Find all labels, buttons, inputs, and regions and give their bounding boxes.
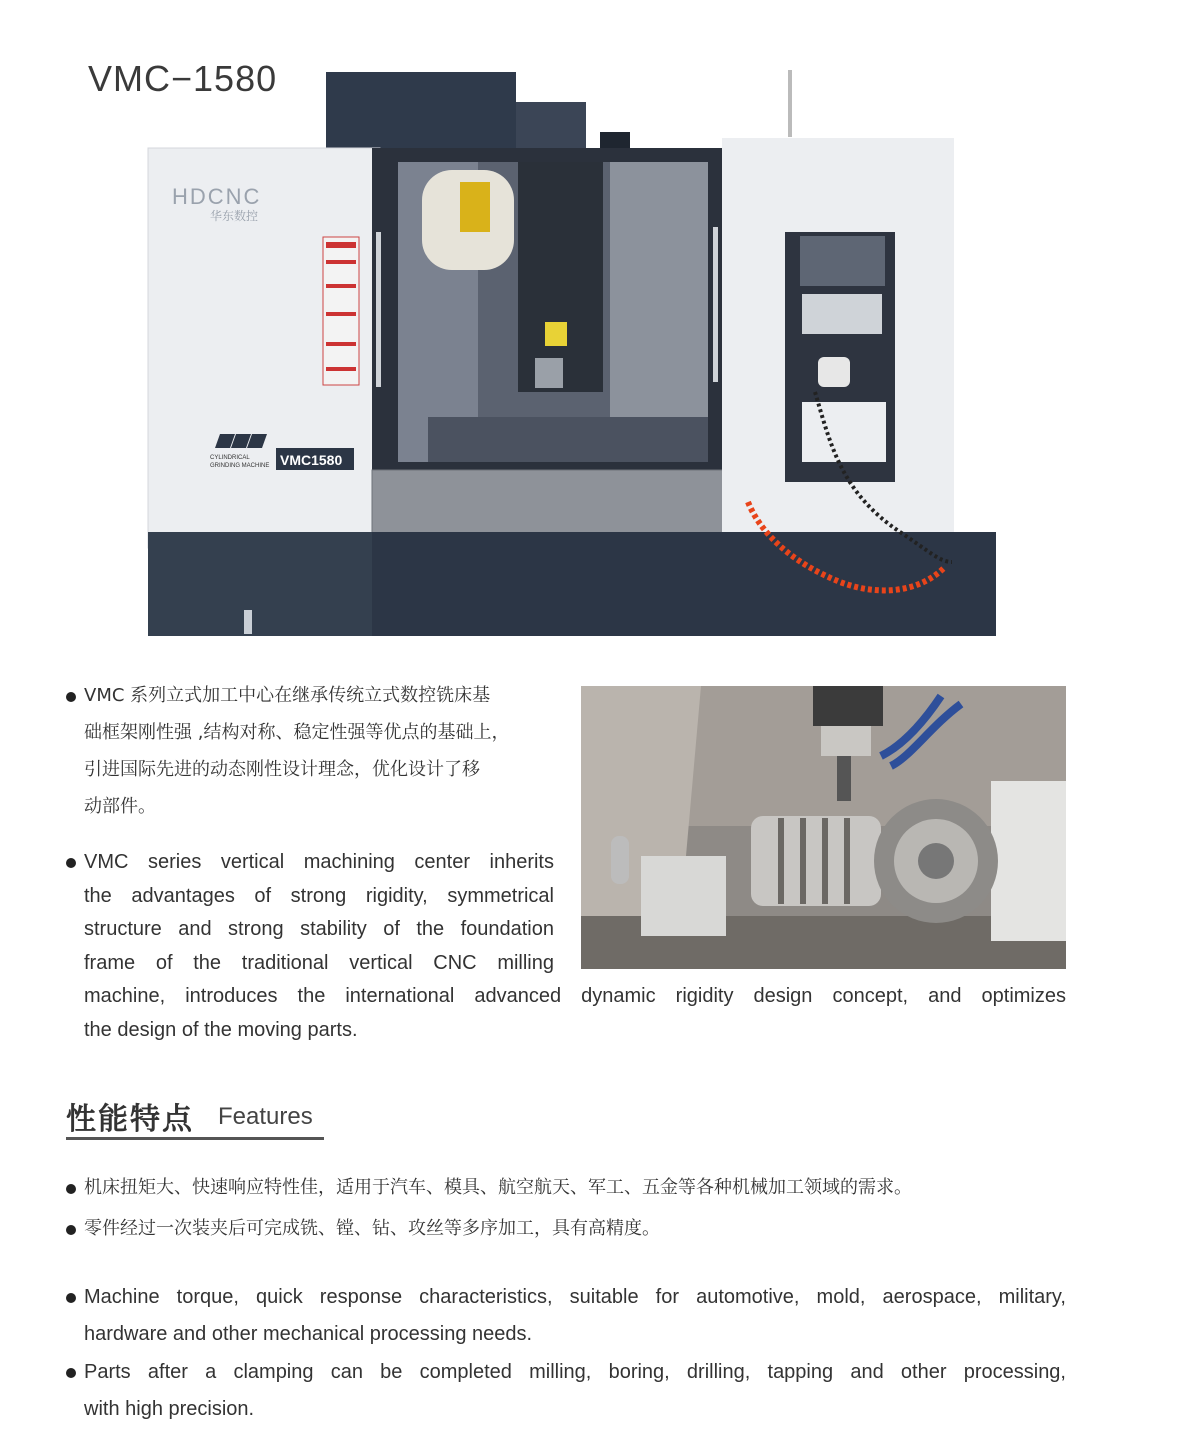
- feature-en-item-line1: Machine torque, quick response characteristics, suitable for automotive, mold, aerospace, military,: [84, 1286, 1066, 1308]
- intro-en-line: machine, introduces the international advanced dynamic rigidity design concept, and optimizes: [84, 985, 1066, 1007]
- intro-en-line: VMC series vertical machining center inherits: [84, 851, 554, 873]
- page-title: VMC−1580: [88, 58, 278, 99]
- bullet-dot: [66, 1368, 76, 1378]
- bullet-dot: [66, 1184, 76, 1194]
- features-underline: [66, 1137, 324, 1140]
- bullet-dot: [66, 1293, 76, 1303]
- bullet-dot: [66, 858, 76, 868]
- bullet-dot: [66, 692, 76, 702]
- bullet-dot: [66, 1225, 76, 1235]
- intro-en-line: the design of the moving parts.: [84, 1019, 358, 1041]
- intro-cn-line: 础框架刚性强 ,结构对称、稳定性强等优点的基础上，: [84, 722, 510, 743]
- intro-en-line: structure and strong stability of the foundation: [84, 918, 554, 940]
- feature-en-item-line2: with high precision.: [84, 1398, 255, 1420]
- feature-cn-item: 机床扭矩大、快速响应特性佳，适用于汽车、模具、航空航天、军工、五金等各种机械加工领域的需求。: [84, 1177, 912, 1198]
- svg-text:VMC1580: VMC1580: [280, 452, 343, 468]
- svg-text:GRINDING MACHINE: GRINDING MACHINE: [210, 463, 270, 469]
- feature-en-item-line1: Parts after a clamping can be completed milling, boring, drilling, tapping and other processing,: [84, 1361, 1066, 1383]
- machine-image: [140, 62, 1000, 642]
- feature-cn-item: 零件经过一次装夹后可完成铣、镗、钻、攻丝等多序加工，具有高精度。: [84, 1218, 660, 1239]
- brand-logo: HDCNC: [172, 184, 262, 209]
- workpiece-photo: [581, 686, 1066, 969]
- features-heading-cn: 性能特点: [66, 1102, 194, 1137]
- feature-en-item-line2: hardware and other mechanical processing needs.: [84, 1323, 533, 1345]
- intro-cn-line: 引进国际先进的动态刚性设计理念，优化设计了移: [84, 759, 480, 780]
- intro-en-line: frame of the traditional vertical CNC milling: [84, 952, 554, 974]
- features-heading-en: Features: [218, 1103, 313, 1130]
- svg-text:CYLINDRICAL: CYLINDRICAL: [210, 455, 250, 461]
- brand-cn: 华东数控: [210, 209, 259, 223]
- intro-cn-line: 动部件。: [84, 796, 156, 817]
- intro-cn-line: VMC 系列立式加工中心在继承传统立式数控铣床基: [84, 685, 491, 706]
- intro-en-line: the advantages of strong rigidity, symmetrical: [84, 885, 554, 907]
